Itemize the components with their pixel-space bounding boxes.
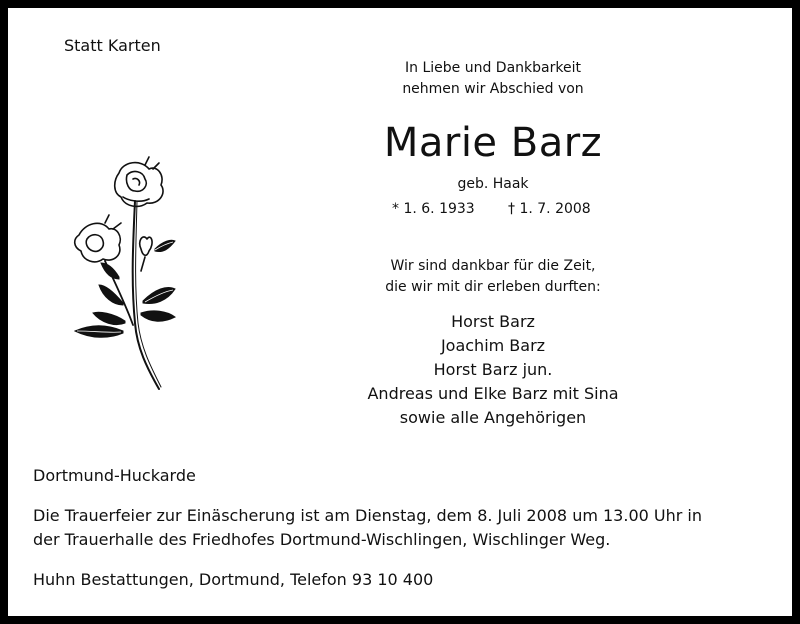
mourner-item: sowie alle Angehörigen [399, 408, 587, 427]
ceremony-line-2: der Trauerhalle des Friedhofes Dortmund-Wischlingen, Wischlinger Weg. [33, 530, 611, 549]
birth-name: geb. Haak [457, 176, 529, 192]
ceremony-details [33, 504, 773, 552]
mourner-item: Andreas und Elke Barz mit Sina [367, 384, 619, 403]
death-date: † 1. 7. 2008 [508, 201, 591, 217]
deceased-name: Marie Barz [383, 120, 603, 166]
intro-line-2: nehmen wir Abschied von [402, 81, 584, 97]
gratitude-text [338, 256, 648, 298]
gratitude-line-1: Wir sind dankbar für die Zeit, [390, 258, 596, 274]
obituary-notice [8, 8, 792, 616]
mourner-item: Horst Barz jun. [433, 360, 553, 379]
funeral-home: Huhn Bestattungen, Dortmund, Telefon 93 10 400 [33, 570, 434, 589]
header-statt-karten: Statt Karten [64, 36, 161, 55]
mourner-item: Horst Barz [451, 312, 535, 331]
location: Dortmund-Huckarde [33, 466, 196, 485]
intro-line-1: In Liebe und Dankbarkeit [405, 60, 581, 76]
mourners-list [338, 310, 648, 430]
intro-text [338, 58, 648, 100]
gratitude-line-2: die wir mit dir erleben durften: [385, 279, 601, 295]
ceremony-line-1: Die Trauerfeier zur Einäscherung ist am Dienstag, dem 8. Juli 2008 um 13.00 Uhr in [33, 506, 702, 525]
birth-date: * 1. 6. 1933 [392, 201, 475, 217]
mourner-item: Joachim Barz [440, 336, 546, 355]
rose-icon [63, 153, 183, 393]
